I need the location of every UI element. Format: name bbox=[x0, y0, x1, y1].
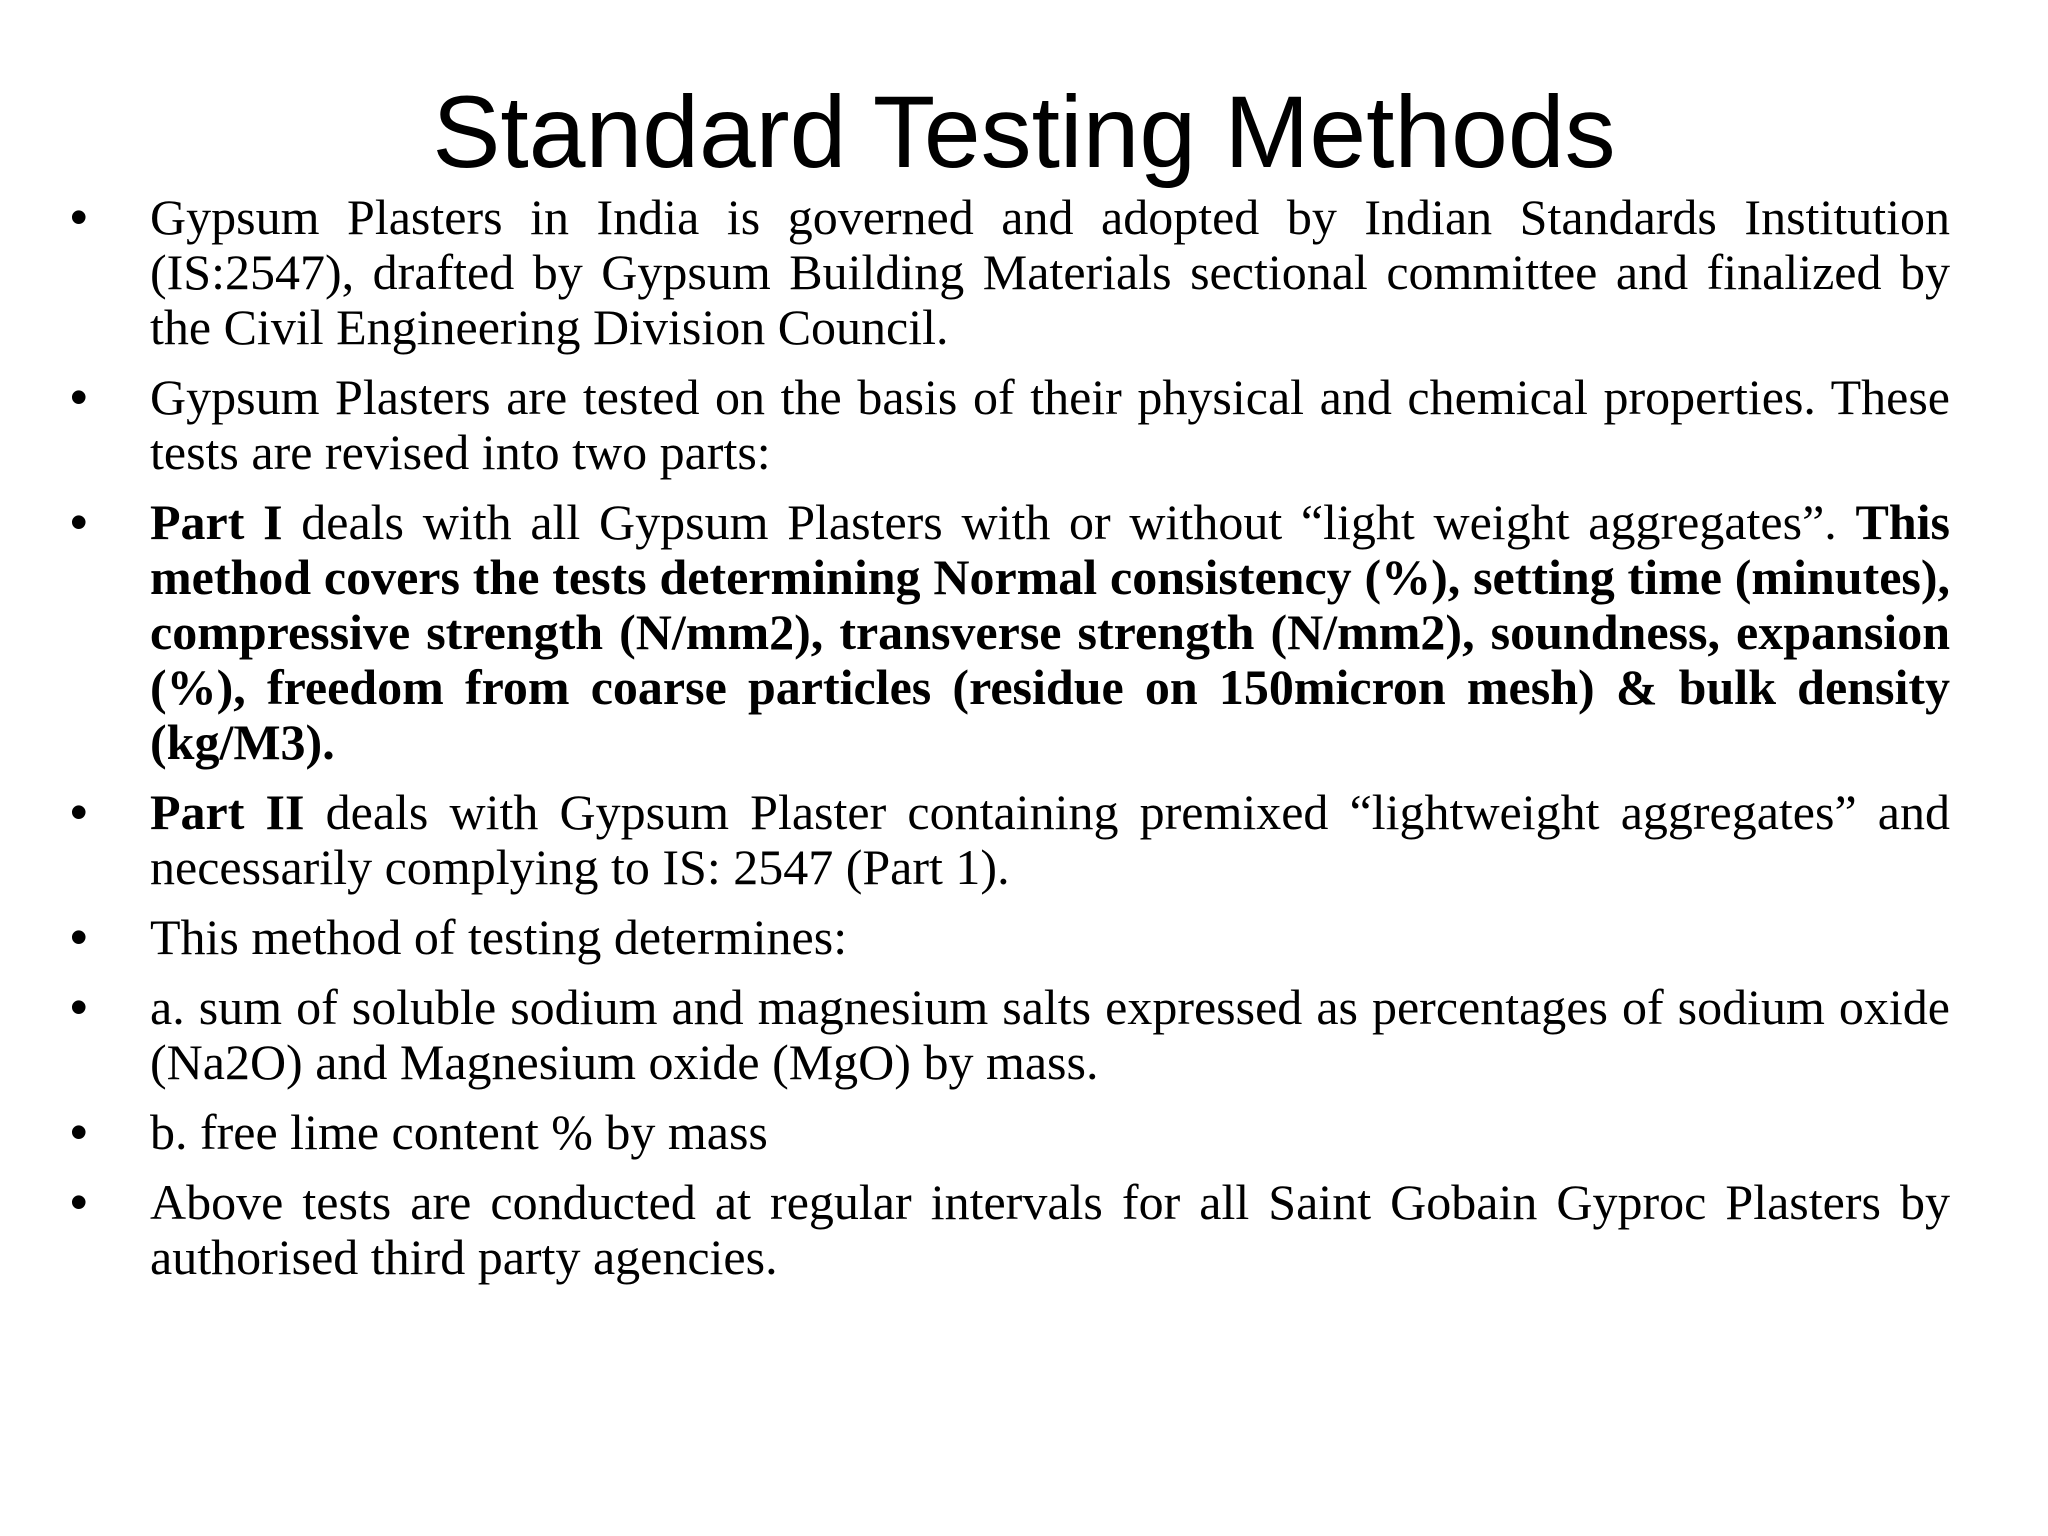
bullet-item-agencies bbox=[70, 1175, 1950, 1285]
bullet-text: deals with all Gypsum Plasters with or without “light weight aggregates”. bbox=[282, 494, 1856, 550]
bullet-item-part-two bbox=[70, 785, 1950, 895]
bullet-item-properties bbox=[70, 370, 1950, 480]
slide-title: Standard Testing Methods bbox=[432, 75, 1616, 189]
bullet-item-method bbox=[70, 910, 1950, 965]
bullet-text: Above tests are conducted at regular intervals for all Saint Gobain Gyproc Plasters by authorised third party agencies. bbox=[150, 1174, 1950, 1285]
bullet-text: Gypsum Plasters in India is governed and adopted by Indian Standards Institution (IS:2547), drafted by Gypsum Building Materials sectional committee and finalized by the Civil Engineering Division Council. bbox=[150, 189, 1950, 355]
bullet-lead-part-two: Part II bbox=[150, 784, 305, 840]
bullet-item-standards bbox=[70, 190, 1950, 355]
bullet-bold-tests: This method covers the tests determining Normal consistency (%), setting time (minutes), compressive strength (N/mm2), transverse strength (N/mm2), soundness, expansion (%), freedom from coarse particles (residue on 150micron mesh) & bulk density (kg/M3). bbox=[150, 494, 1950, 770]
bullet-text: a. sum of soluble sodium and magnesium salts expressed as percentages of sodium oxide (Na2O) and Magnesium oxide (MgO) by mass. bbox=[150, 979, 1950, 1090]
bullet-text: Gypsum Plasters are tested on the basis of their physical and chemical properties. These tests are revised into two parts: bbox=[150, 369, 1950, 480]
bullet-icon: • bbox=[70, 494, 88, 550]
bullet-icon: • bbox=[70, 1104, 88, 1160]
bullet-text: deals with Gypsum Plaster containing premixed “lightweight aggregates” and necessarily complying to IS: 2547 (Part 1). bbox=[150, 784, 1950, 895]
bullet-icon: • bbox=[70, 979, 88, 1035]
bullet-item-free-lime bbox=[70, 1105, 1950, 1160]
bullet-item-part-one bbox=[70, 495, 1950, 770]
bullet-text: This method of testing determines: bbox=[150, 909, 848, 965]
bullet-icon: • bbox=[70, 1174, 88, 1230]
bullet-lead-part-one: Part I bbox=[150, 494, 283, 550]
bullet-icon: • bbox=[70, 369, 88, 425]
bullet-item-salts bbox=[70, 980, 1950, 1090]
bullet-icon: • bbox=[70, 189, 88, 245]
bullet-icon: • bbox=[70, 784, 88, 840]
bullet-icon: • bbox=[70, 909, 88, 965]
bullet-list bbox=[70, 190, 1950, 1300]
bullet-text: b. free lime content % by mass bbox=[150, 1104, 768, 1160]
